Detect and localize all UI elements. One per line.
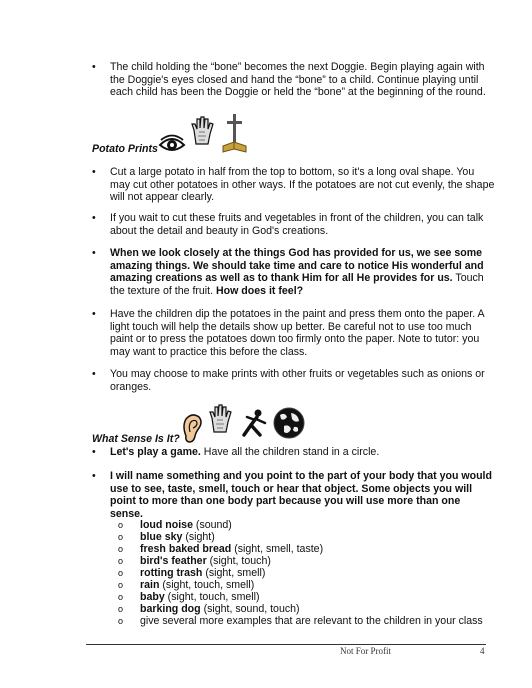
sense-item-bold: rain [140,579,160,591]
sense-item-bold: blue sky [140,531,183,543]
page-number: 4 [480,646,485,656]
sense-bullet-1-normal: Have all the children stand in a circle. [200,446,380,458]
ear-icon [180,412,204,444]
sense-item-normal: (sight, smell) [202,567,266,579]
cross-book-icon [222,114,248,154]
sub-bullet-marker: o [118,568,124,578]
globe-icon [272,406,306,440]
sense-item-normal: (sight, touch, smell) [159,579,255,591]
bullet-marker: • [92,61,96,73]
sub-bullet-marker: o [118,544,124,554]
sense-item-normal: (sight, touch, smell) [164,591,260,603]
sense-item-bold: rotting trash [140,567,203,579]
sense-item-normal: give several more examples that are relevant to the children in your class [140,615,483,627]
intro-bullet-text: The child holding the “bone” becomes the next Doggie. Begin playing again with the Doggie's eyes closed and hand the “bone” to a child. Continue playing until each child has been the Doggie or held the “bone” at the beginning of the round. [110,61,486,99]
sub-bullet-marker: o [118,592,124,602]
stretching-person-icon [238,408,268,438]
potato-bullet-4: Have the children dip the potatoes in the paint and press them onto the paper. A light touch will help the details show up better. Be careful not to use too much paint or to press the potatoes down too firmly onto the paper. Note to tutor: you may want to practice this before the class. [110,308,484,358]
bullet-marker: • [92,212,96,224]
hand-icon [208,404,234,434]
sub-bullet-marker: o [118,580,124,590]
footer-label: Not For Profit [340,646,392,656]
potato-bullet-5: You may choose to make prints with other fruits or vegetables such as onions or oranges. [110,368,485,393]
bullet-marker: • [92,368,96,380]
potato-bullet-2: If you wait to cut these fruits and vegetables in front of the children, you can talk about the detail and beauty in God's creations. [110,212,484,237]
sense-item-bold: barking dog [140,603,201,615]
potato-bullet-3-bold: When we look closely at the things God has provided for us, we see some amazing things. We should take time and care to notice His wonderful and amazing creations as well as to thank Him for all He provides for us. [110,247,484,285]
potato-prints-heading: Potato Prints [92,143,158,155]
bullet-marker: • [92,247,96,259]
sense-item-normal: (sight, touch) [206,555,271,567]
sense-bullet-1 [110,446,495,459]
bullet-marker: • [92,446,96,458]
sense-item-normal: (sight, sound, touch) [200,603,300,615]
sub-bullet-marker: o [118,604,124,614]
sub-bullet-marker: o [118,556,124,566]
sense-item [140,616,500,628]
potato-bullet-1: Cut a large potato in half from the top to bottom, so it's a long oval shape. You may cut other potatoes in other ways. If the potatoes are not cut evenly, the shape will not appear clearly. [110,166,495,204]
sense-item-bold: bird's feather [140,555,207,567]
potato-bullet-3 [110,247,495,297]
footer-divider [86,644,486,645]
bullet-marker: • [92,166,96,178]
sense-item-bold: loud noise [140,519,193,531]
bullet-marker: • [92,470,96,482]
potato-bullet-3-normal: Touch the texture of the fruit. [110,272,484,297]
sub-bullet-marker: o [118,616,124,626]
hand-icon [190,116,216,146]
potato-bullet-3-question: How does it feel? [216,284,304,297]
sense-item-normal: (sound) [192,519,232,531]
bullet-marker: • [92,308,96,320]
what-sense-heading: What Sense Is It? [92,433,180,445]
sub-bullet-marker: o [118,520,124,530]
sense-bullet-1-bold: Let's play a game. [110,446,201,458]
sense-item-normal: (sight, smell, taste) [231,543,324,555]
sense-item-bold: fresh baked bread [140,543,232,555]
sub-bullet-marker: o [118,532,124,542]
sense-item-normal: (sight) [182,531,215,543]
eye-icon [158,133,186,155]
sense-bullet-2: I will name something and you point to the part of your body that you would use to see, taste, smell, touch or hear that object. Some objects you will point to more than one body part because you will use more than one sense. [110,470,492,520]
sense-item-bold: baby [140,591,165,603]
